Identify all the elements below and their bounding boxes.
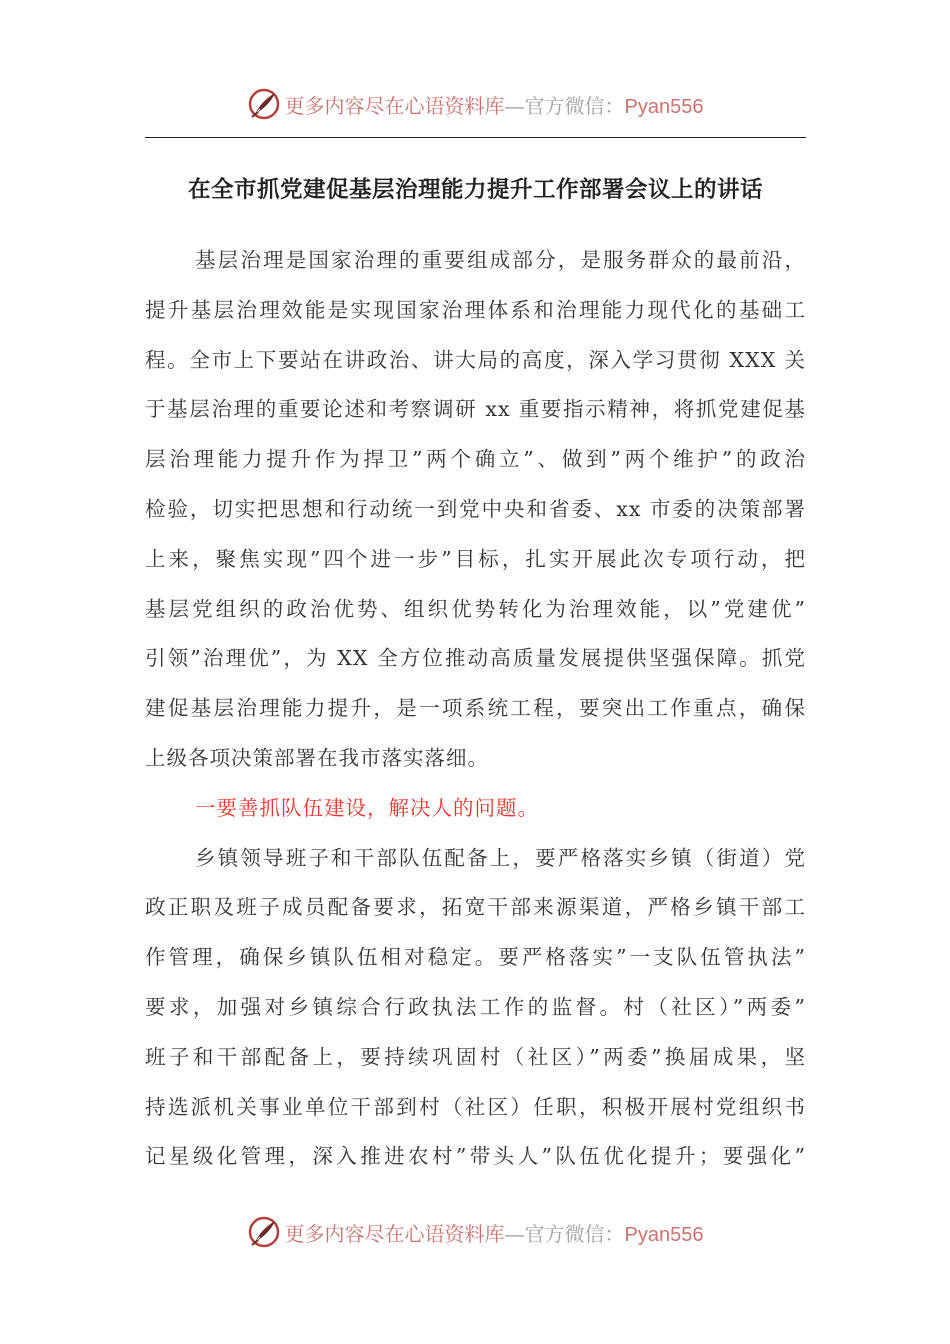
- watermark-text: [285, 90, 704, 119]
- watermark-account: Pyan556: [624, 95, 704, 118]
- watermark-banner-top: [0, 84, 950, 124]
- watermark-wechat-label: 官方微信：: [524, 93, 625, 118]
- watermark-account: Pyan556: [624, 1223, 704, 1246]
- paragraph-line: 引领”治理优”，为 XX 全方位推动高质量发展提供坚强保障。抓党: [145, 646, 806, 671]
- paragraph-line: 上来，聚焦实现”四个进一步”目标，扎实开展此次专项行动，把: [145, 546, 806, 571]
- document-title: 在全市抓党建促基层治理能力提升工作部署会议上的讲话: [187, 177, 763, 203]
- watermark-dash: —: [504, 93, 525, 118]
- watermark-banner-bottom: [0, 1212, 950, 1252]
- watermark-dash: —: [504, 1221, 525, 1246]
- header-divider: [145, 137, 806, 138]
- watermark-wechat-label: 官方微信：: [524, 1221, 625, 1246]
- paragraph-line: 层治理能力提升作为捍卫”两个确立”、做到”两个维护”的政治: [145, 447, 806, 472]
- paragraph-line: 基层党组织的政治优势、组织优势转化为治理效能，以”党建优”: [145, 596, 806, 621]
- paragraph-line: 作管理，确保乡镇队伍相对稳定。要严格落实”一支队伍管执法”: [145, 945, 806, 970]
- quill-pen-logo-icon: [247, 1215, 281, 1249]
- paragraph-line: 于基层治理的重要论述和考察调研 xx 重要指示精神，将抓党建促基: [145, 397, 806, 422]
- paragraph-line: 上级各项决策部署在我市落实落细。: [145, 745, 489, 770]
- paragraph-line: 乡镇领导班子和干部队伍配备上，要严格落实乡镇（街道）党: [195, 845, 806, 870]
- section-heading: 一要善抓队伍建设，解决人的问题。: [195, 795, 539, 820]
- paragraph-line: 基层治理是国家治理的重要组成部分，是服务群众的最前沿，: [195, 248, 806, 272]
- quill-pen-logo-icon: [247, 87, 281, 121]
- paragraph-line: 程。全市上下要站在讲政治、讲大局的高度，深入学习贯彻 XXX 关: [145, 347, 806, 372]
- watermark-text: [285, 1218, 704, 1247]
- paragraph-line: 记星级化管理，深入推进农村”带头人”队伍优化提升；要强化”: [145, 1144, 806, 1169]
- paragraph-line: 持选派机关事业单位干部到村（社区）任职，积极开展村党组织书: [145, 1094, 806, 1119]
- watermark-site-text: 更多内容尽在心语资料库: [284, 1221, 505, 1246]
- paragraph-line: 提升基层治理效能是实现国家治理体系和治理能力现代化的基础工: [145, 297, 806, 322]
- paragraph-line: 检验，切实把思想和行动统一到党中央和省委、xx 市委的决策部署: [145, 496, 806, 521]
- paragraph-line: 要求，加强对乡镇综合行政执法工作的监督。村（社区）”两委”: [145, 994, 806, 1019]
- paragraph-line: 班子和干部配备上，要持续巩固村（社区）”两委”换届成果，坚: [145, 1044, 806, 1069]
- paragraph-line: 政正职及班子成员配备要求，拓宽干部来源渠道，严格乡镇干部工: [145, 895, 806, 920]
- document-body: [145, 236, 806, 1182]
- watermark-site-text: 更多内容尽在心语资料库: [284, 93, 505, 118]
- paragraph-line: 建促基层治理能力提升，是一项系统工程，要突出工作重点，确保: [145, 696, 806, 721]
